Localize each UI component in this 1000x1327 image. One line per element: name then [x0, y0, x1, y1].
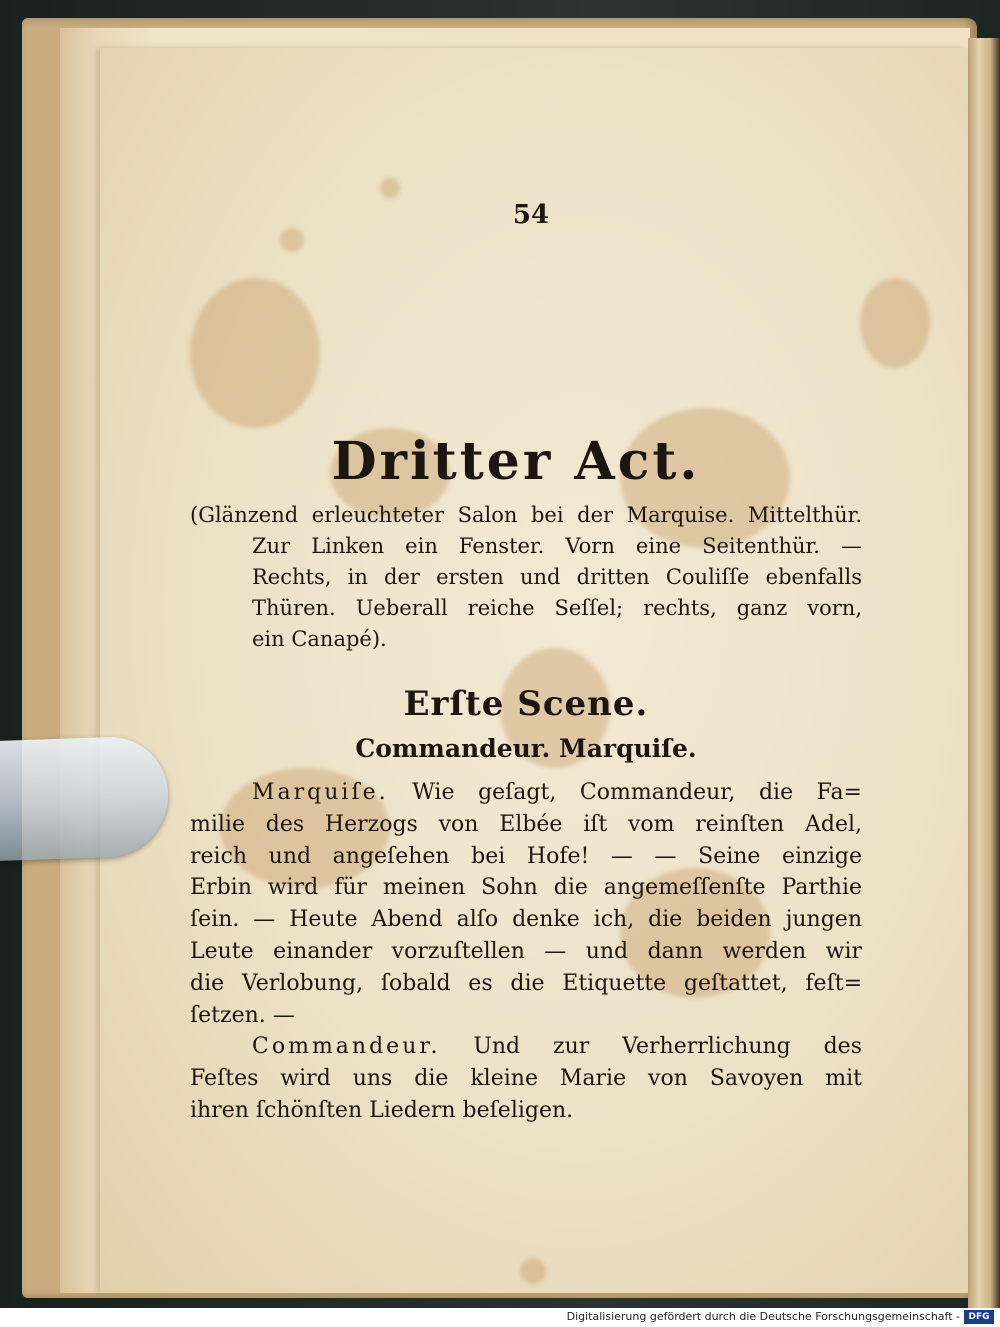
page-clip — [0, 735, 168, 861]
speaker-name: Commandeur. — [252, 1034, 441, 1060]
dfg-logo: DFG — [964, 1310, 994, 1324]
dialogue-text: Wie geſagt, Commandeur, die Fa= — [412, 780, 862, 805]
dialogue-line — [190, 1031, 862, 1063]
dialogue — [190, 777, 862, 1127]
dialogue-line: die Verlobung, ſobald es die Etiquette geſtattet, feſt= — [190, 970, 862, 996]
stage-direction-line: (Glänzend erleuchteter Salon bei der Marquise. Mittelthür. — [190, 503, 862, 527]
foxing-stain — [520, 1258, 546, 1284]
foxing-stain — [380, 178, 400, 198]
foxing-stain — [860, 278, 930, 368]
dialogue-line: Leute einander vorzuſtellen — und dann werden wir — [190, 938, 862, 964]
footer-bar — [0, 1308, 1000, 1327]
dialogue-line: milie des Herzogs von Elbée iſt vom reinſten Adel, — [190, 811, 862, 837]
stage-direction-line: ein Canapé). — [252, 627, 387, 651]
speaker-name: Marquiſe. — [252, 780, 389, 805]
page-number: 54 — [512, 200, 550, 230]
dialogue-line: Feſtes wird uns die kleine Marie von Savoyen mit — [190, 1066, 862, 1092]
dialogue-line: reich und angeſehen bei Hofe! — — Seine einzige — [190, 843, 862, 869]
scene-characters: Commandeur. Marquiſe. — [355, 734, 697, 763]
dialogue-line: ihren ſchönſten Liedern beſeligen. — [190, 1097, 574, 1123]
dialogue-line — [190, 777, 862, 809]
act-title: Dritter Act. — [331, 431, 701, 492]
dialogue-line: ſetzen. — — [190, 1002, 295, 1028]
stage-direction-line: Rechts, in der ersten und dritten Couliſſe ebenfalls — [252, 565, 862, 589]
stage-direction-line: Zur Linken ein Fenster. Vorn eine Seitenthür. — — [252, 534, 862, 558]
stage-direction — [190, 500, 862, 655]
page-content — [190, 200, 862, 1127]
footer-credit: Digitalisierung gefördert durch die Deutsche Forschungsgemeinschaft - — [566, 1310, 960, 1323]
dialogue-text: Und zur Verherrlichung des — [473, 1034, 862, 1060]
dialogue-line: Erbin wird für meinen Sohn die angemeſſenſte Parthie — [190, 875, 862, 901]
stage-direction-line: Thüren. Ueberall reiche Seſſel; rechts, ganz vorn, — [252, 596, 862, 620]
scene-title: Erſte Scene. — [403, 684, 649, 724]
book-spine-edge — [968, 38, 1000, 1308]
dialogue-line: ſein. — Heute Abend alſo denke ich, die beiden jungen — [190, 907, 862, 933]
